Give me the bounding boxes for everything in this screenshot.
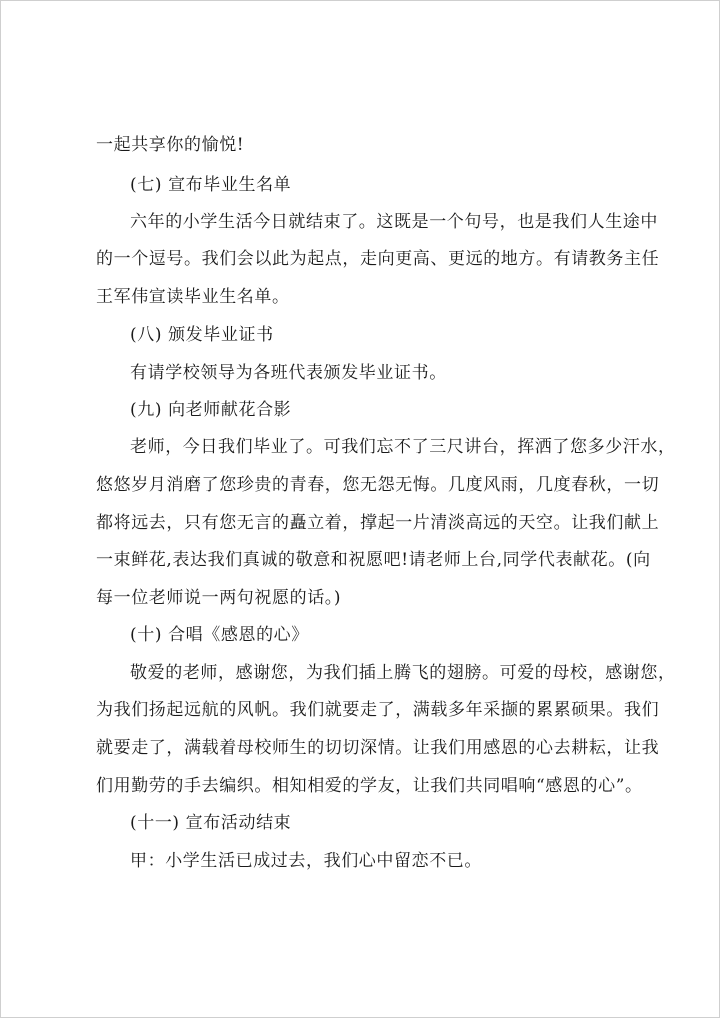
text-line-4: 的一个逗号。我们会以此为起点，走向更高、更远的地方。有请教务主任	[96, 249, 660, 269]
text-line-1: 一起共享你的愉悦!	[96, 135, 245, 155]
text-line-12: 一束鲜花,表达我们真诚的敬意和祝愿吧!请老师上台,同学代表献花。(向	[96, 550, 651, 570]
text-line-16: 为我们扬起远航的风帆。我们就要走了，满载多年采撷的累累硕果。我们	[96, 700, 660, 720]
text-line-15: 敬爱的老师，感谢您，为我们插上腾飞的翅膀。可爱的母校，感谢您，	[130, 663, 676, 683]
heading-chorus: (十) 合唱《感恩的心》	[130, 625, 309, 645]
heading-flowers-photo: (九) 向老师献花合影	[130, 400, 292, 420]
text-line-3: 六年的小学生活今日就结束了。这既是一个句号，也是我们人生途中	[130, 212, 658, 232]
text-line-13: 每一位老师说一两句祝愿的话。)	[96, 588, 342, 608]
text-line-18: 们用勤劳的手去编织。相知相爱的学友，让我们共同唱响“感恩的心”。	[96, 776, 643, 796]
text-line-11: 都将远去，只有您无言的矗立着，撑起一片清淡高远的天空。让我们献上	[96, 513, 660, 533]
text-line-5: 王军伟宣读毕业生名单。	[96, 287, 290, 307]
heading-end-activity: (十一) 宣布活动结束	[130, 813, 292, 833]
text-line-7: 有请学校领导为各班代表颁发毕业证书。	[130, 363, 447, 383]
text-line-17: 就要走了，满载着母校师生的切切深情。让我们用感恩的心去耕耘，让我	[96, 738, 660, 758]
text-line-9: 老师，今日我们毕业了。可我们忘不了三尺讲台，挥洒了您多少汗水，	[130, 437, 676, 457]
heading-award-certificates: (八) 颁发毕业证书	[130, 325, 274, 345]
heading-announce-graduates: (七) 宣布毕业生名单	[130, 175, 292, 195]
text-line-10: 悠悠岁月消磨了您珍贵的青春，您无怨无悔。几度风雨，几度春秋，一切	[96, 475, 660, 495]
text-line-20: 甲：小学生活已成过去，我们心中留恋不已。	[130, 851, 482, 871]
